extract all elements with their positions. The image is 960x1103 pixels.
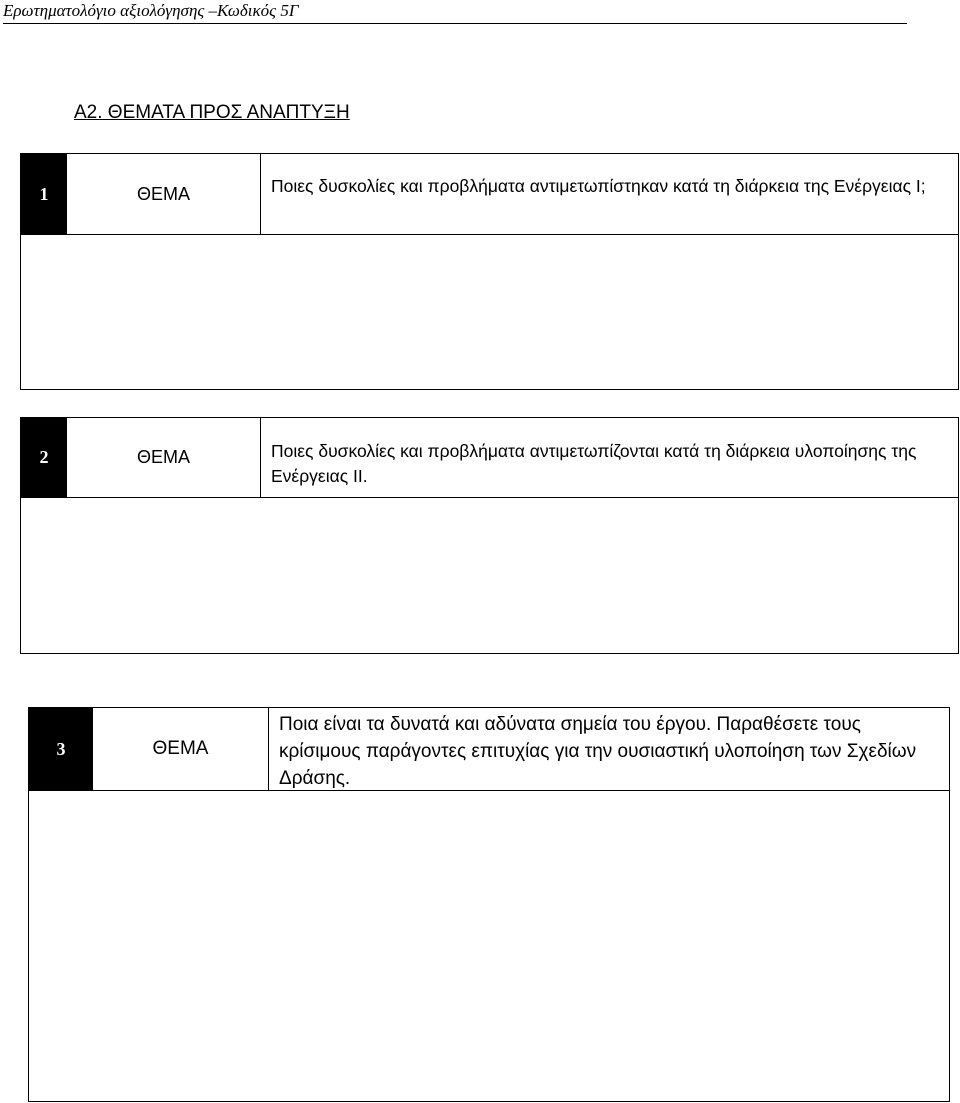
topic-1 (20, 153, 959, 390)
topic-header (28, 707, 950, 791)
section-title: Α2. ΘΕΜΑΤΑ ΠΡΟΣ ΑΝΑΠΤΥΞΗ (74, 102, 350, 123)
topic-number: 3 (29, 708, 93, 790)
topic-header (20, 153, 959, 235)
topic-label: ΘΕΜΑ (67, 154, 261, 234)
topic-question: Ποιες δυσκολίες και προβλήματα αντιμετωπίζονται κατά τη διάρκεια υλοποίησης της Ενέργειας ΙΙ. (271, 441, 917, 486)
topic-question: Ποιες δυσκολίες και προβλήματα αντιμετωπίστηκαν κατά τη διάρκεια της Ενέργειας Ι; (271, 176, 926, 196)
topic-question: Ποια είναι τα δυνατά και αδύνατα σημεία του έργου. Παραθέσετε τους κρίσιμους παράγοντες επιτυχίας για την ουσιαστική υλοποίηση των Σχεδίων Δράσης. (279, 714, 917, 789)
topic-number: 1 (21, 154, 67, 234)
topic-label: ΘΕΜΑ (67, 418, 261, 497)
page-header (3, 1, 907, 24)
topic-3 (28, 707, 950, 1102)
answer-area[interactable] (20, 498, 959, 654)
header-title: Ερωτηματολόγιο αξιολόγησης –Κωδικός 5Γ (3, 1, 299, 20)
answer-area[interactable] (20, 235, 959, 390)
answer-area[interactable] (28, 791, 950, 1102)
topic-header (20, 417, 959, 498)
topic-2 (20, 417, 959, 654)
topic-number: 2 (21, 418, 67, 497)
topic-label: ΘΕΜΑ (93, 708, 269, 790)
